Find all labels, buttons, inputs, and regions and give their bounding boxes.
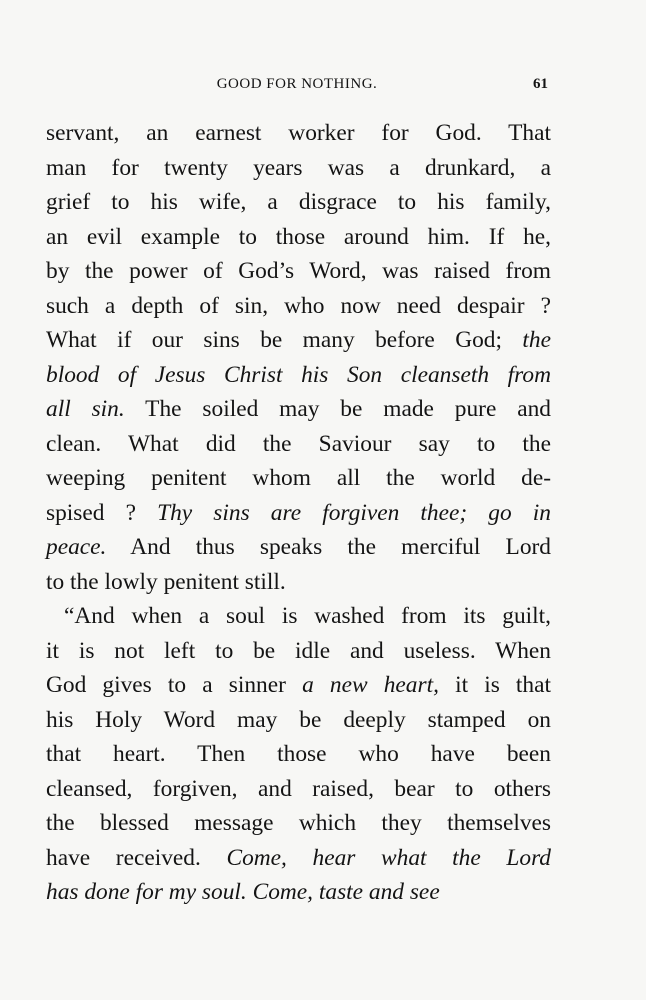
- text-segment: The soiled may be made pure and: [124, 396, 551, 422]
- text-line: [46, 220, 551, 255]
- running-head: [46, 76, 548, 100]
- text-segment: God gives to a sinner: [46, 672, 303, 698]
- italic-text: all sin.: [46, 396, 125, 422]
- page-number: 61: [533, 76, 548, 92]
- text-segment: such a depth of sin, who now need despair ?: [46, 292, 551, 319]
- text-line: [46, 737, 551, 772]
- text-line: [46, 703, 551, 738]
- text-line: [46, 496, 551, 531]
- text-segment: an evil example to those around him. If he,: [46, 223, 551, 250]
- text-segment: spised ?: [46, 499, 158, 526]
- text-segment: the blessed message which they themselves: [46, 810, 551, 836]
- italic-text: has done for my soul. Come, taste and see: [46, 879, 440, 905]
- text-line: [46, 772, 551, 807]
- text-line: [46, 461, 551, 496]
- text-line: [46, 185, 551, 220]
- text-line: [46, 392, 551, 427]
- text-line: [46, 151, 551, 186]
- text-line: [46, 254, 551, 289]
- text-segment: grief to his wife, a disgrace to his family,: [46, 189, 551, 215]
- text-line: [46, 289, 551, 324]
- italic-text: a new heart,: [302, 672, 439, 698]
- text-line: [46, 427, 551, 462]
- text-line: [46, 323, 551, 358]
- text-segment: it is not left to be idle and useless. When: [46, 637, 551, 664]
- text-segment: to the lowly penitent still.: [46, 568, 286, 595]
- text-line: [46, 841, 551, 876]
- italic-text: Thy sins are forgiven thee; go in: [157, 499, 551, 526]
- italic-text: Come, hear what the Lord: [226, 844, 552, 871]
- text-line: [46, 358, 551, 393]
- body-text: [46, 116, 551, 910]
- italic-text: the: [522, 327, 551, 353]
- text-segment: man for twenty years was a drunkard, a: [46, 154, 551, 181]
- text-segment: it is that: [438, 672, 552, 698]
- text-line: [46, 116, 551, 151]
- italic-text: peace.: [46, 534, 107, 560]
- text-line: [46, 668, 551, 703]
- text-segment: his Holy Word may be deeply stamped on: [46, 706, 551, 733]
- running-title: GOOD FOR NOTHING.: [216, 76, 378, 92]
- text-line: [46, 875, 551, 910]
- text-segment: What if our sins be many before God;: [46, 327, 523, 353]
- text-segment: And thus speaks the merciful Lord: [106, 534, 551, 560]
- text-line: [46, 565, 551, 600]
- text-segment: have received.: [46, 844, 227, 871]
- text-segment: cleansed, forgiven, and raised, bear to others: [46, 775, 551, 802]
- italic-text: blood of Jesus Christ his Son cleanseth from: [46, 361, 551, 388]
- text-segment: by the power of God’s Word, was raised from: [46, 258, 551, 284]
- text-line: [46, 599, 551, 634]
- text-line: [46, 806, 551, 841]
- text-line: [46, 530, 551, 565]
- text-segment: “And when a soul is washed from its guilt,: [64, 603, 551, 629]
- text-segment: servant, an earnest worker for God. That: [46, 120, 551, 146]
- text-segment: weeping penitent whom all the world de-: [46, 465, 551, 491]
- text-segment: clean. What did the Saviour say to the: [46, 430, 551, 457]
- text-segment: that heart. Then those who have been: [46, 741, 551, 767]
- text-line: [46, 634, 551, 669]
